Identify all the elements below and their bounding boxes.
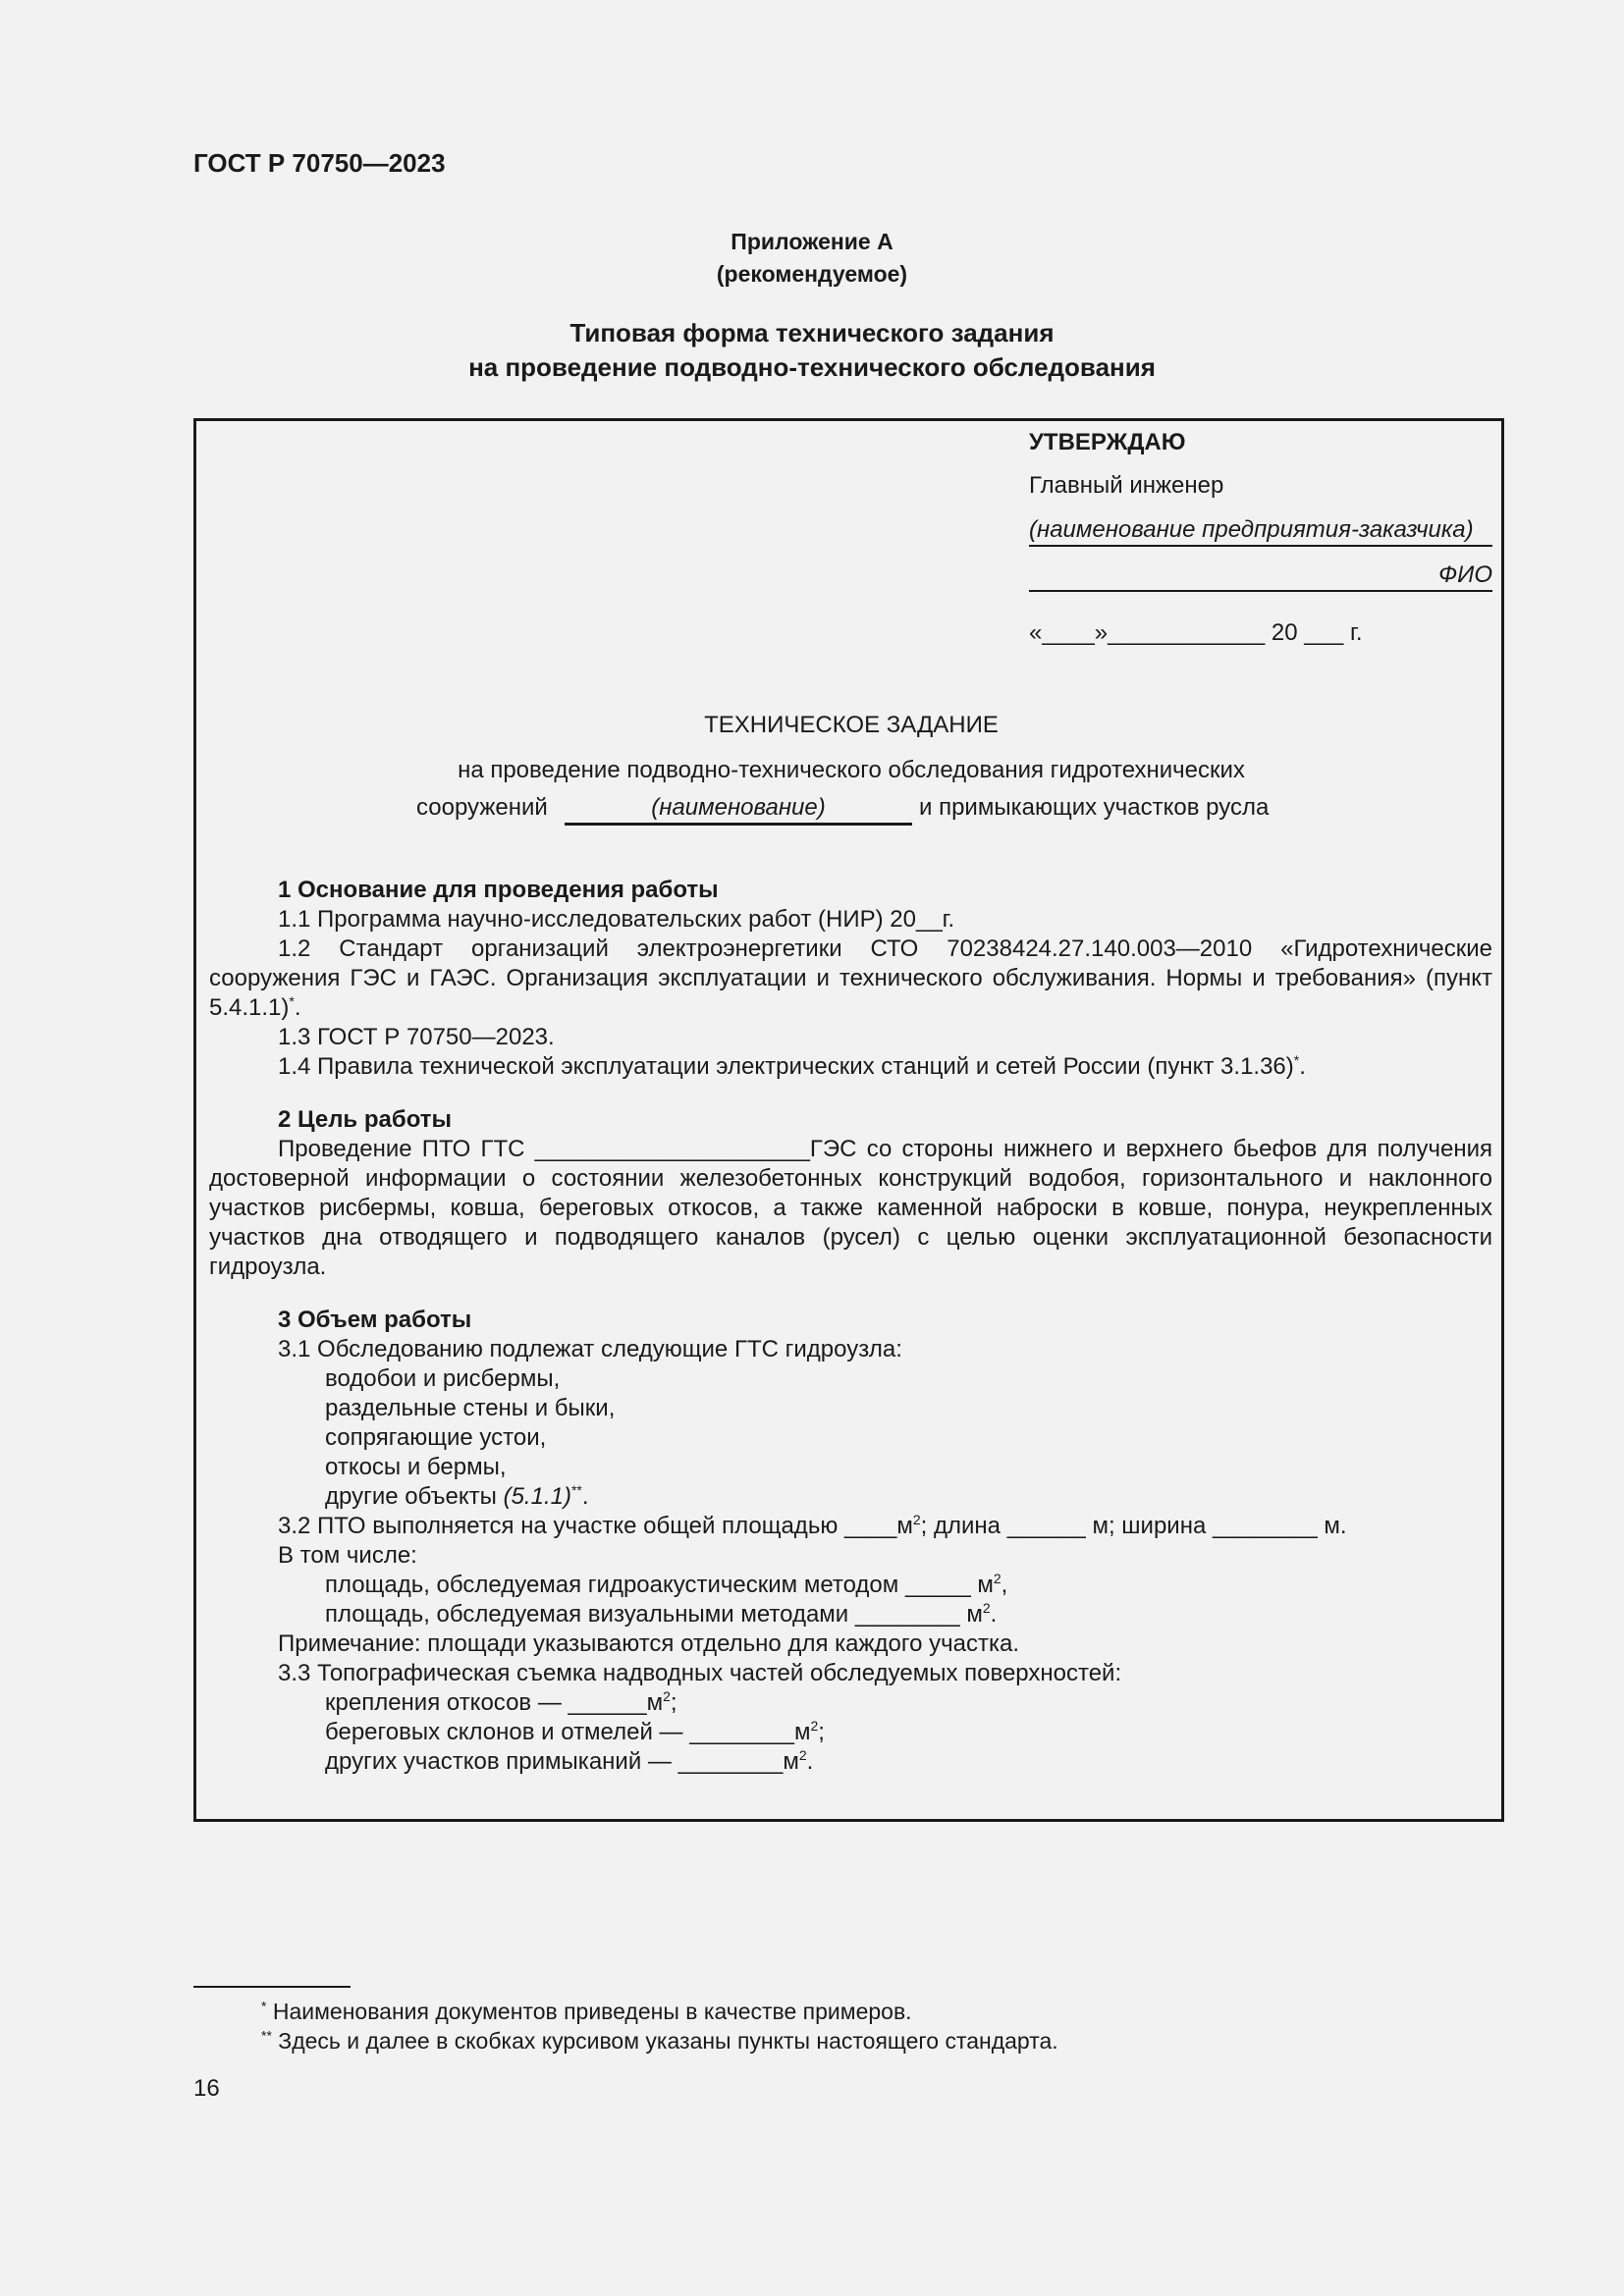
document-number: ГОСТ Р 70750—2023 xyxy=(193,148,446,178)
approval-block xyxy=(1029,429,1492,649)
gts-list-item-other xyxy=(209,1482,1492,1512)
survey-item xyxy=(209,1747,1492,1777)
square-mark: 2 xyxy=(912,1512,921,1527)
square-mark: 2 xyxy=(798,1747,807,1763)
section-3 xyxy=(209,1306,1492,1777)
approval-org-field: (наименование предприятия-заказчика) xyxy=(1029,515,1492,547)
area-note: Примечание: площади указываются отдельно для каждого участка. xyxy=(278,1630,1020,1657)
footnote-2 xyxy=(261,2028,1058,2055)
section-2-paragraph xyxy=(209,1135,1492,1282)
square-mark: 2 xyxy=(663,1688,671,1704)
appendix-status: (рекомендуемое) xyxy=(716,261,908,287)
gts-other-text: другие объекты xyxy=(325,1483,497,1510)
gts-list-item: водобои и рисбермы, xyxy=(325,1365,561,1392)
punct: . xyxy=(581,1483,589,1510)
section-2-paragraph-rest: достоверной информации о состоянии железобетонных конструкций водобоя, горизонтального и наклонного участков рисбермы, ковша, береговых откосов, а также каменной наброски в ковше, понура, неукрепленных участков дна отводящего и подводящего каналов (русел) с целью оценки эксплуатационной безопасности гидроузла. xyxy=(209,1165,1492,1280)
square-mark: 2 xyxy=(982,1600,991,1616)
punct: ; xyxy=(670,1689,677,1716)
square-mark: 2 xyxy=(993,1571,1001,1586)
section-3-item-2-b: ; длина ______ м; ширина ________ м. xyxy=(920,1513,1347,1539)
gts-list-item: раздельные стены и быки, xyxy=(325,1395,616,1421)
footnote-mark: * xyxy=(1293,1052,1300,1068)
approval-heading: УТВЕРЖДАЮ xyxy=(1029,429,1186,455)
punct: . xyxy=(806,1748,814,1775)
square-mark: 2 xyxy=(810,1718,819,1734)
survey-item-text: крепления откосов — ______м xyxy=(325,1689,664,1716)
footnote-mark: * xyxy=(261,1998,267,2014)
area-acoustic xyxy=(209,1571,1492,1600)
area-acoustic-text: площадь, обследуемая гидроакустическим методом _____ м xyxy=(325,1572,994,1598)
approval-position: Главный инженер xyxy=(1029,472,1224,499)
gts-list-item: сопрягающие устои, xyxy=(325,1424,547,1451)
form-title-line1: Типовая форма технического задания xyxy=(569,318,1055,347)
section-3-item-3: 3.3 Топографическая съемка надводных частей обследуемых поверхностей: xyxy=(278,1660,1122,1686)
approval-name-field: ФИО xyxy=(1029,561,1492,592)
footnote-1 xyxy=(261,1999,912,2025)
section-3-item-2 xyxy=(209,1512,1492,1541)
section-1 xyxy=(209,876,1492,1082)
gts-other-ref: (5.1.1) xyxy=(503,1483,571,1510)
punct: . xyxy=(990,1601,998,1628)
task-subtitle-line1: на проведение подводно-технического обследования гидротехнических xyxy=(458,757,1245,783)
appendix-heading xyxy=(0,226,1624,291)
page-number: 16 xyxy=(193,2075,220,2102)
footnote-mark: ** xyxy=(261,2027,272,2044)
section-2 xyxy=(209,1105,1492,1282)
footnote-mark: * xyxy=(289,993,295,1009)
section-1-item-4 xyxy=(209,1052,1492,1082)
section-3-item-1: 3.1 Обследованию подлежат следующие ГТС гидроузла: xyxy=(278,1336,902,1362)
survey-item-text: других участков примыканий — ________м xyxy=(325,1748,799,1775)
section-1-item-1: 1.1 Программа научно-исследовательских работ (НИР) 20__г. xyxy=(278,906,955,933)
punct: ; xyxy=(818,1719,825,1745)
approval-date-line: «____»____________ 20 ___ г. xyxy=(1029,619,1363,646)
survey-item xyxy=(209,1718,1492,1747)
footnote-2-text: Здесь и далее в скобках курсивом указаны пункты настоящего стандарта. xyxy=(278,2028,1058,2054)
survey-item-text: береговых склонов и отмелей — ________м xyxy=(325,1719,811,1745)
section-2-paragraph-start: Проведение ПТО ГТС _____________________ГЭС со стороны нижнего и верхнего бьефов для получения xyxy=(278,1136,1492,1162)
footnote-mark: ** xyxy=(570,1482,582,1498)
form-title xyxy=(0,316,1624,385)
section-3-heading: 3 Объем работы xyxy=(278,1307,472,1333)
including-label: В том числе: xyxy=(278,1542,417,1569)
task-subtitle-prefix: сооружений xyxy=(416,794,548,821)
footnote-separator xyxy=(193,1986,351,1988)
section-1-item-4-text: 1.4 Правила технической эксплуатации электрических станций и сетей России (пункт 3.1.36) xyxy=(278,1053,1294,1080)
form-title-line2: на проведение подводно-технического обследования xyxy=(468,352,1156,382)
appendix-title: Приложение А xyxy=(731,229,893,254)
section-1-item-2 xyxy=(209,934,1492,1023)
section-2-heading: 2 Цель работы xyxy=(278,1106,452,1133)
section-3-item-2-a: 3.2 ПТО выполняется на участке общей площадью ____м xyxy=(278,1513,913,1539)
footnote-1-text: Наименования документов приведены в качестве примеров. xyxy=(272,1999,912,2024)
punct: . xyxy=(294,994,301,1021)
punct: , xyxy=(1001,1572,1008,1598)
area-visual-text: площадь, обследуемая визуальными методами ________ м xyxy=(325,1601,983,1628)
task-subtitle-suffix: и примыкающих участков русла xyxy=(919,794,1270,821)
task-object-name-field: (наименование) xyxy=(565,793,912,826)
area-visual xyxy=(209,1600,1492,1629)
section-1-heading: 1 Основание для проведения работы xyxy=(278,877,719,903)
section-1-item-3: 1.3 ГОСТ Р 70750—2023. xyxy=(278,1024,555,1050)
section-1-item-2-text: 1.2 Стандарт организаций электроэнергетики СТО 70238424.27.140.003—2010 «Гидротехнические сооружения ГЭС и ГАЭС. Организация эксплуатации и технического обслуживания. Нормы и требования» (пункт 5.4.1.1) xyxy=(209,935,1492,1021)
punct: . xyxy=(1299,1053,1306,1080)
survey-item xyxy=(209,1688,1492,1718)
task-title: ТЕХНИЧЕСКОЕ ЗАДАНИЕ xyxy=(704,712,999,738)
gts-list-item: откосы и бермы, xyxy=(325,1454,507,1480)
